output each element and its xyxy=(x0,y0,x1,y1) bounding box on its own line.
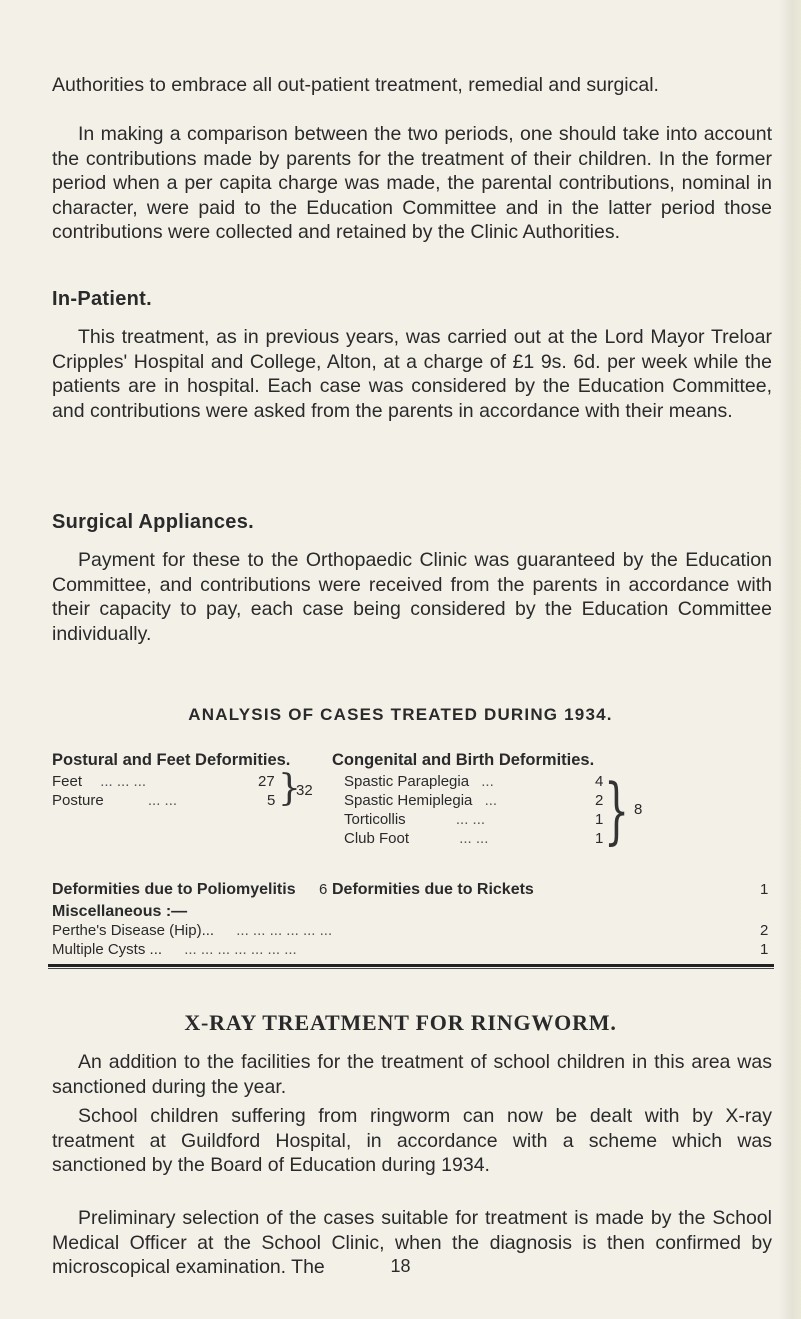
congenital-heading: Congenital and Birth Deformities. xyxy=(332,751,595,769)
row-label: Multiple Cysts ... xyxy=(52,941,163,958)
row-value: 5 xyxy=(267,792,276,809)
row-value: 27 xyxy=(258,773,275,790)
table-row xyxy=(52,792,177,809)
row-leader: ... ... xyxy=(459,830,489,847)
row-label: Torticollis xyxy=(344,811,406,828)
table-row xyxy=(52,922,332,939)
inpatient-paragraph: This treatment, as in previous years, was carried out at the Lord Mayor Treloar Cripples' Hospital and College, Alton, at a charge of £1 9s. 6d. per week while the patients are in hospital. Each case was considered by the Education Committee, and contributions were asked from the parents in accordance with their means. xyxy=(52,326,772,422)
row-value: 1 xyxy=(760,941,769,958)
row-leader: ... ... ... xyxy=(100,773,147,790)
rickets-label: Deformities due to Rickets xyxy=(332,881,534,898)
surgical-appliances-heading: Surgical Appliances. xyxy=(52,511,254,533)
intro-paragraph-1: Authorities to embrace all out-patient treatment, remedial and surgical. xyxy=(52,74,659,96)
table-rule-thin xyxy=(48,968,774,969)
row-label: Feet xyxy=(52,773,83,790)
intro-paragraph-2: In making a comparison between the two periods, one should take into account the contributions made by parents for the treatment of their children. In the former period when a per capita charge was made, the parental contributions, nominal in character, were paid to the Education Committee and in the latter period those contributions were collected and retained by the Clinic Authorities. xyxy=(52,123,772,243)
row-leader: ... ... ... ... ... ... xyxy=(236,922,333,939)
group-total: 32 xyxy=(296,782,313,799)
row-label: Spastic Hemiplegia xyxy=(344,792,473,809)
row-value: 2 xyxy=(760,922,769,939)
row-label: Posture xyxy=(52,792,104,809)
surgical-appliances-paragraph: Payment for these to the Orthopaedic Clinic was guaranteed by the Education Committee, and contributions were received from the parents in accordance with their capacity to pay, each case being considered by the Education Committee individually. xyxy=(52,549,772,645)
table-row xyxy=(52,941,297,958)
row-leader: ... ... ... ... ... ... ... xyxy=(184,941,297,958)
rickets-value: 1 xyxy=(760,881,769,898)
page-number: 18 xyxy=(390,1256,411,1276)
xray-paragraph-2: School children suffering from ringworm can now be dealt with by X-ray treatment at Guildford Hospital, in accordance with a scheme which was sanctioned by the Board of Education during 1934. xyxy=(52,1105,772,1176)
page-edge-shadow xyxy=(779,0,801,1319)
xray-heading: X-RAY TREATMENT FOR RINGWORM. xyxy=(184,1010,617,1035)
group-total: 8 xyxy=(634,801,643,818)
row-value: 1 xyxy=(595,830,604,847)
row-value: 4 xyxy=(595,773,604,790)
row-label: Club Foot xyxy=(344,830,410,847)
analysis-title: ANALYSIS OF CASES TREATED DURING 1934. xyxy=(188,705,613,724)
postural-heading: Postural and Feet Deformities. xyxy=(52,751,291,769)
table-row xyxy=(344,811,485,828)
brace-glyph: } xyxy=(604,768,630,852)
row-leader: ... ... xyxy=(147,792,178,809)
brace-glyph: } xyxy=(278,768,301,809)
row-value: 1 xyxy=(595,811,604,828)
row-leader: ... xyxy=(481,773,494,790)
row-leader: ... xyxy=(484,792,498,809)
xray-paragraph-1: An addition to the facilities for the treatment of school children in this area was sanctioned during the year. xyxy=(52,1051,772,1098)
row-value: 2 xyxy=(595,792,604,809)
row-label: Spastic Paraplegia xyxy=(344,773,470,790)
table-rule-thick xyxy=(48,964,774,967)
row-leader: ... ... xyxy=(455,811,486,828)
polio-value: 6 xyxy=(319,881,328,898)
table-row xyxy=(344,773,494,790)
row-label: Perthe's Disease (Hip)... xyxy=(52,922,215,939)
misc-heading: Miscellaneous :— xyxy=(52,903,188,920)
polio-label: Deformities due to Poliomyelitis xyxy=(52,881,296,898)
table-row xyxy=(344,792,497,809)
xray-paragraph-3: Preliminary selection of the cases suitable for treatment is made by the School Medical Officer at the School Clinic, when the diagnosis is then confirmed by microscopical examination. The xyxy=(52,1207,772,1278)
table-row xyxy=(344,830,488,847)
table-row xyxy=(52,773,146,790)
inpatient-heading: In-Patient. xyxy=(52,288,152,310)
